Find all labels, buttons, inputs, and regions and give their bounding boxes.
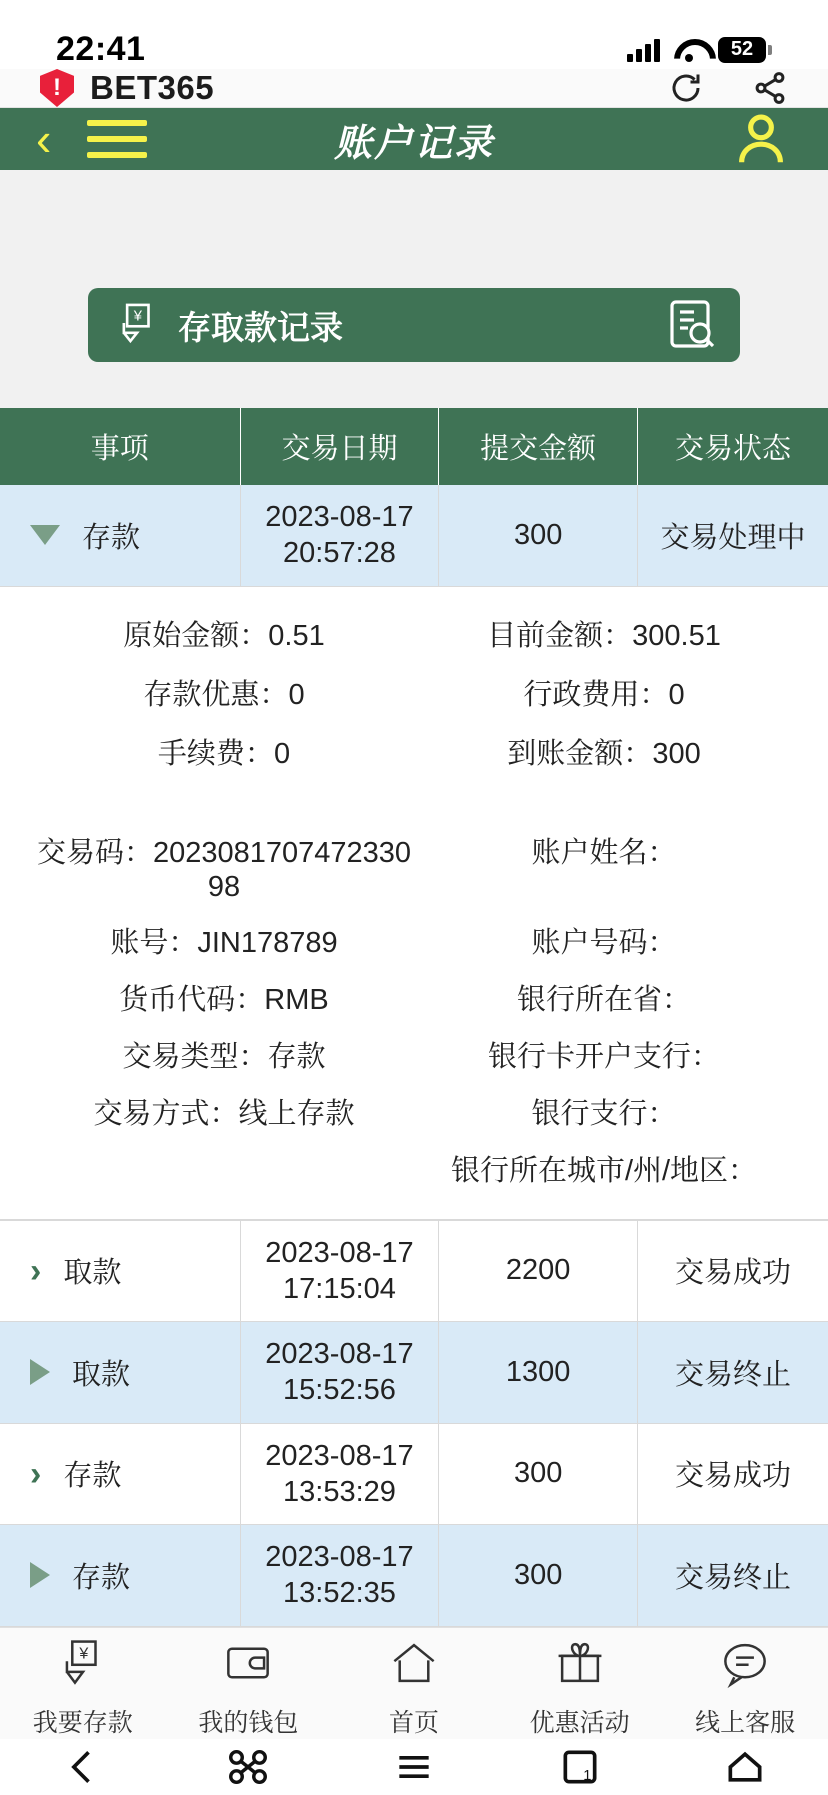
- svg-text:¥: ¥: [79, 1644, 89, 1663]
- detail-value: RMB: [264, 983, 329, 1016]
- detail-value: 202308170747233098: [152, 836, 412, 903]
- detail-label: 手续费：: [157, 737, 274, 770]
- signal-icon: [627, 38, 660, 62]
- row-date: 2023-08-17: [265, 501, 414, 533]
- warning-shield-icon: [40, 69, 74, 107]
- section-title: 存取款记录: [178, 308, 343, 346]
- detail-value: 存款: [267, 1040, 326, 1073]
- detail-label: 目前金额：: [487, 619, 633, 652]
- detail-label: 交易类型：: [122, 1040, 268, 1073]
- svg-text:¥: ¥: [133, 308, 142, 325]
- page-title: 账户记录: [333, 122, 494, 165]
- user-account-icon[interactable]: [730, 108, 792, 170]
- detail-label: 银行卡开户支行：: [487, 1040, 720, 1073]
- detail-label: 交易码：: [36, 836, 153, 869]
- chevron-right-icon[interactable]: ›: [30, 1454, 42, 1493]
- row-time: 13:53:29: [283, 1475, 396, 1508]
- row-amount: 300: [439, 1423, 638, 1525]
- row-time: 15:52:56: [283, 1374, 396, 1407]
- battery-percent: 52: [730, 38, 754, 60]
- browser-bar: [0, 69, 828, 108]
- chat-support-icon: [720, 1638, 770, 1693]
- row-item-label: 存款: [63, 1460, 122, 1493]
- document-search-icon[interactable]: [668, 298, 716, 355]
- detail-label: 行政费用：: [523, 678, 669, 711]
- tab-label: 优惠活动: [529, 1708, 630, 1737]
- table-header-row: [0, 408, 828, 485]
- triangle-right-icon[interactable]: [30, 1562, 50, 1588]
- row-amount: 2200: [439, 1220, 638, 1322]
- shortcut-icon[interactable]: [220, 1739, 276, 1795]
- detail-value: JIN178789: [197, 926, 338, 959]
- row-date: 2023-08-17: [265, 1338, 414, 1370]
- col-header-amount: 提交金额: [439, 408, 638, 485]
- detail-label: 账号：: [110, 926, 198, 959]
- detail-value: 0.51: [268, 619, 325, 652]
- table-row-detail: [0, 586, 828, 1220]
- row-item-label: 存款: [82, 521, 141, 554]
- detail-label: 账户姓名：: [531, 836, 677, 869]
- chevron-right-icon[interactable]: ›: [30, 1251, 42, 1290]
- detail-label: 到账金额：: [507, 737, 653, 770]
- row-item-label: 取款: [72, 1358, 131, 1391]
- row-amount: 300: [439, 485, 638, 586]
- tab-wallet[interactable]: [166, 1638, 332, 1739]
- wifi-icon: [674, 39, 704, 61]
- gift-icon: [555, 1638, 605, 1693]
- site-identity: [40, 69, 214, 107]
- detail-label: 银行所在城市/州/地区：: [450, 1154, 758, 1187]
- table-row[interactable]: [0, 1423, 828, 1525]
- tab-home[interactable]: [331, 1638, 497, 1739]
- status-icons: [627, 37, 772, 63]
- row-status: 交易处理中: [638, 485, 828, 586]
- status-bar: [0, 0, 828, 69]
- wallet-icon: [223, 1638, 273, 1693]
- table-row[interactable]: [0, 485, 828, 586]
- content-area: [0, 170, 828, 1627]
- tab-label: 我的钱包: [198, 1708, 299, 1737]
- row-time: 20:57:28: [283, 537, 396, 570]
- table-row[interactable]: [0, 1322, 828, 1424]
- detail-value: 300.51: [632, 619, 721, 652]
- row-amount: 300: [439, 1525, 638, 1627]
- row-status: 交易成功: [638, 1423, 828, 1525]
- row-date: 2023-08-17: [265, 1236, 414, 1269]
- home-icon[interactable]: [717, 1739, 773, 1795]
- status-time: 22:41: [56, 30, 146, 68]
- col-header-status: 交易状态: [638, 408, 828, 485]
- row-item-label: 存款: [72, 1561, 131, 1594]
- row-item-label: 取款: [63, 1257, 122, 1290]
- tabs-icon[interactable]: [552, 1739, 608, 1795]
- row-amount: 1300: [439, 1322, 638, 1424]
- tab-deposit[interactable]: [0, 1638, 166, 1739]
- col-header-date: 交易日期: [240, 408, 439, 485]
- triangle-right-icon[interactable]: [30, 1359, 50, 1385]
- col-header-item: 事项: [0, 408, 240, 485]
- detail-label: 原始金额：: [123, 619, 269, 652]
- detail-value: 300: [652, 737, 701, 770]
- detail-value: 线上存款: [238, 1097, 355, 1130]
- detail-label: 账户号码：: [531, 926, 677, 959]
- detail-value: 0: [668, 678, 685, 711]
- row-status: 交易终止: [638, 1525, 828, 1627]
- row-date: 2023-08-17: [265, 1541, 414, 1573]
- transaction-detail-panel: [0, 587, 828, 1220]
- tab-label: 线上客服: [695, 1708, 796, 1737]
- detail-label: 交易方式：: [93, 1097, 239, 1130]
- row-time: 17:15:04: [283, 1272, 396, 1305]
- chevron-left-icon[interactable]: ‹: [36, 113, 52, 165]
- bottom-tab-bar: [0, 1627, 828, 1739]
- table-row[interactable]: [0, 1220, 828, 1322]
- detail-label: 银行所在省：: [516, 983, 691, 1016]
- detail-label: 存款优惠：: [143, 678, 289, 711]
- detail-value: 0: [288, 678, 305, 711]
- detail-value: 0: [273, 737, 291, 770]
- tab-label: 我要存款: [32, 1708, 133, 1737]
- row-time: 13:52:35: [283, 1577, 396, 1610]
- share-icon[interactable]: [752, 70, 788, 106]
- transactions-table: [0, 408, 828, 1627]
- system-nav-bar: [0, 1739, 828, 1795]
- hamburger-menu-icon[interactable]: [87, 120, 147, 158]
- battery-icon: [718, 37, 772, 63]
- reload-icon[interactable]: [668, 70, 704, 106]
- site-name: BET365: [90, 69, 215, 106]
- triangle-down-icon[interactable]: [30, 525, 60, 545]
- deposit-icon: [58, 1638, 108, 1693]
- table-row[interactable]: [0, 1525, 828, 1627]
- app-header: [0, 108, 828, 170]
- detail-label: 银行支行：: [531, 1097, 677, 1130]
- deposit-withdraw-icon: [114, 300, 160, 351]
- row-date: 2023-08-17: [265, 1439, 414, 1472]
- home-icon: [389, 1638, 439, 1693]
- svg-text:1: 1: [582, 1767, 591, 1784]
- tab-support[interactable]: [662, 1638, 828, 1739]
- row-status: 交易终止: [638, 1322, 828, 1424]
- row-status: 交易成功: [638, 1220, 828, 1322]
- tab-promotions[interactable]: [497, 1638, 663, 1739]
- back-icon[interactable]: [55, 1739, 111, 1795]
- detail-label: 货币代码：: [119, 983, 265, 1016]
- section-header-deposit-withdraw[interactable]: [88, 288, 740, 362]
- menu-icon[interactable]: [386, 1739, 442, 1795]
- tab-label: 首页: [388, 1708, 439, 1737]
